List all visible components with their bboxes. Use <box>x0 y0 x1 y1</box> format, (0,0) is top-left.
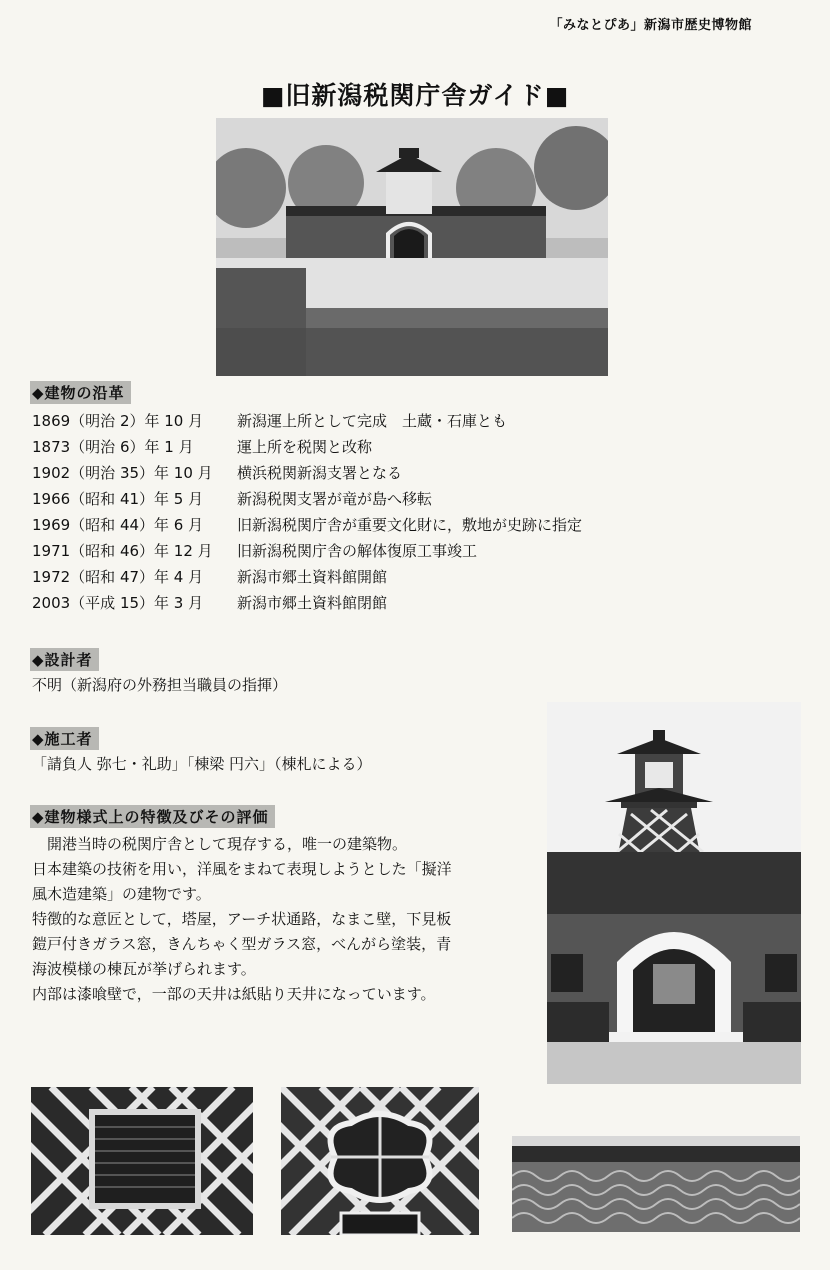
history-date: 1966（昭和 41）年 5 月 <box>32 490 204 508</box>
history-event: 新潟市郷土資料館閉館 <box>237 594 388 612</box>
history-heading: ◆建物の沿革 <box>30 381 131 404</box>
builder-heading: ◆施工者 <box>30 727 99 750</box>
history-event: 旧新潟税関庁舎の解体復原工事竣工 <box>237 542 478 560</box>
publisher-header: 「みなとぴあ」新潟市歴史博物館 <box>549 18 752 33</box>
history-event: 新潟税関支署が竜が島へ移転 <box>237 490 433 508</box>
features-line: 開港当時の税関庁舎として現存する，唯一の建築物。 <box>32 835 408 853</box>
history-event: 旧新潟税関庁舎が重要文化財に，敷地が史跡に指定 <box>237 516 583 534</box>
features-text <box>32 832 542 1007</box>
tower-arch-photo <box>547 702 801 1084</box>
history-event: 横浜税関新潟支署となる <box>237 464 403 482</box>
history-date: 1972（昭和 47）年 4 月 <box>32 568 204 586</box>
history-date: 1869（明治 2）年 10 月 <box>32 412 204 430</box>
features-line: 日本建築の技術を用い，洋風をまねて表現しようとした「擬洋 <box>32 860 452 878</box>
features-line: 特徴的な意匠として，塔屋，アーチ状通路，なまこ壁，下見板 <box>32 910 452 928</box>
features-line: 海波模様の棟瓦が挙げられます。 <box>32 960 256 978</box>
history-date: 1902（明治 35）年 10 月 <box>32 464 213 482</box>
kinchaku-window-photo <box>281 1087 479 1235</box>
features-line: 鎧戸付きガラス窓，きんちゃく型ガラス窓，べんがら塗装，青 <box>32 935 452 953</box>
designer-text: 不明（新潟府の外務担当職員の指揮） <box>32 676 288 694</box>
history-event: 新潟運上所として完成 土蔵・石庫とも <box>237 412 508 430</box>
designer-heading: ◆設計者 <box>30 648 99 671</box>
features-heading: ◆建物様式上の特徴及びその評価 <box>30 805 275 828</box>
history-event: 運上所を税関と改称 <box>237 438 373 456</box>
history-date: 1969（昭和 44）年 6 月 <box>32 516 204 534</box>
features-line: 内部は漆喰壁で，一部の天井は紙貼り天井になっています。 <box>32 985 436 1003</box>
features-line: 風木造建築」の建物です。 <box>32 885 211 903</box>
history-date: 2003（平成 15）年 3 月 <box>32 594 204 612</box>
history-event: 新潟市郷土資料館開館 <box>237 568 388 586</box>
history-date: 1971（昭和 46）年 12 月 <box>32 542 213 560</box>
builder-text: 「請負人 弥七・礼助」「棟梁 円六」（棟札による） <box>32 755 372 773</box>
history-date: 1873（明治 6）年 1 月 <box>32 438 194 456</box>
page-title: ■旧新潟税関庁舎ガイド■ <box>260 81 570 110</box>
shutter-window-photo <box>31 1087 253 1235</box>
main-building-photo <box>216 118 608 376</box>
ridge-tile-photo <box>512 1136 800 1232</box>
